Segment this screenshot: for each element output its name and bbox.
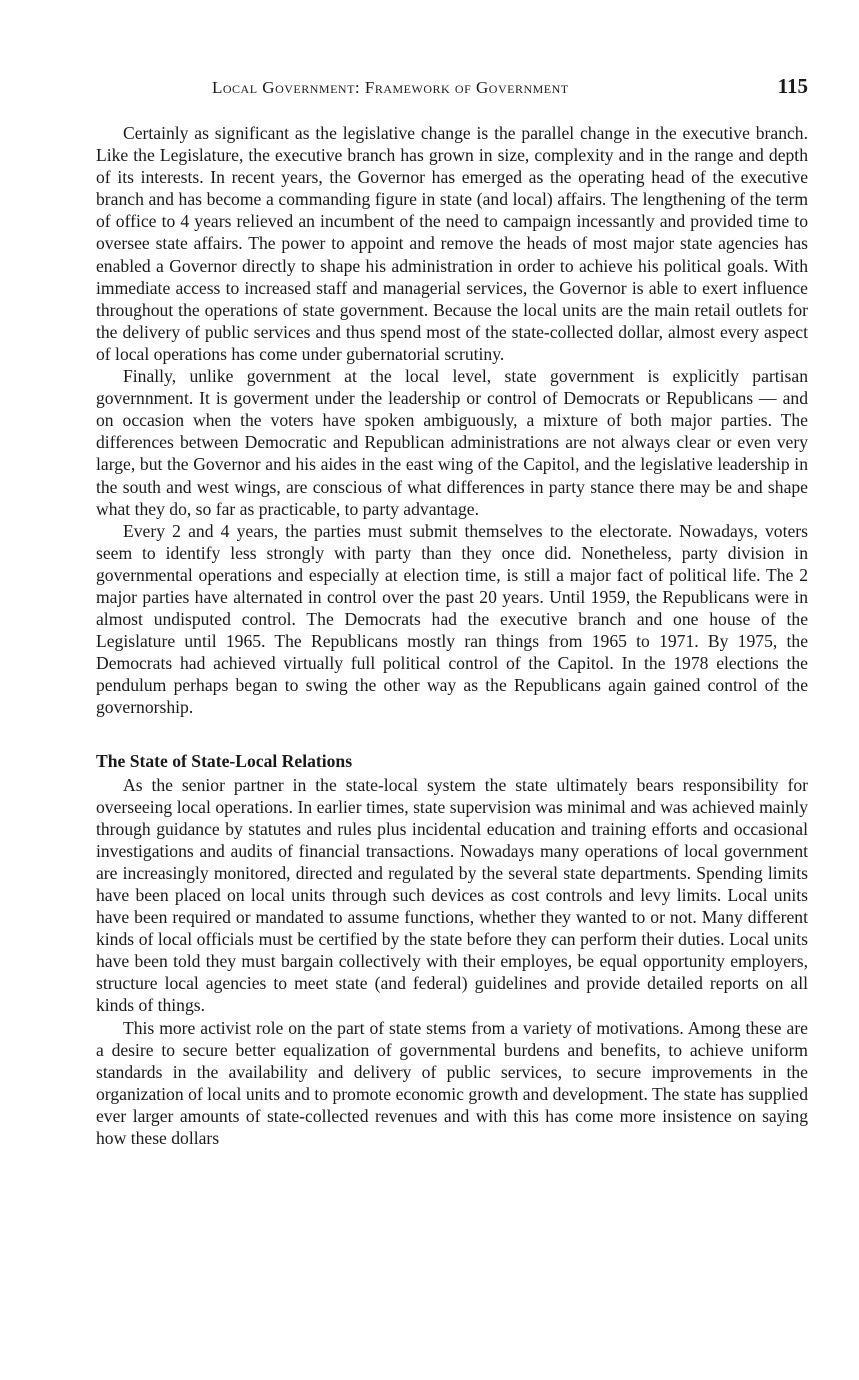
section-heading: The State of State-Local Relations — [96, 750, 353, 771]
paragraph-activist-role: This more activist role on the part of state stems from a variety of motivations. Among these are a desire to secure better equalization of governmental burdens and benefits, to achieve uniform standards in the availability and delivery of public services, to secure improvements in the organization of local units and to promote economic growth and development. The state has supplied ever larger amounts of state-collected revenues and with this has come more insistence on saying how these dollars — [96, 1017, 808, 1149]
running-header — [96, 72, 808, 106]
paragraph-executive-branch: Certainly as significant as the legislative change is the parallel change in the executive branch. Like the Legislature, the executive branch has grown in size, complexity and in the range and depth of its interests. In recent years, the Governor has emerged as the operating head of the executive branch and has become a commanding figure in state (and local) affairs. The lengthening of the term of office to 4 years relieved an incumbent of the need to campaign incessantly and provided time to oversee state affairs. The power to appoint and remove the heads of most major state agencies has enabled a Governor directly to shape his administration in order to achieve his political goals. With immediate access to increased staff and managerial services, the Governor is able to exert influence throughout the operations of state government. Because the local units are the main retail outlets for the delivery of public services and thus spend most of the state-collected dollar, almost every aspect of local operations has come under gubernatorial scrutiny. — [96, 123, 808, 364]
body-text — [96, 122, 808, 1149]
paragraph-partisan-government: Finally, unlike government at the local level, state government is explicitly partisan governnment. It is goverment under the leadership or control of Democrats or Republicans — and on occasion when the voters have spoken ambiguously, a mixture of both major parties. The differences between Democratic and Republican administrations are not always clear or even very large, but the Governor and his aides in the east wing of the Capitol, and the legislative leadership in the south and west wings, are conscious of what differences in party stance there may be and shape what they do, so far as practicable, to party advantage. — [96, 366, 808, 519]
paragraph-electorate: Every 2 and 4 years, the parties must submit themselves to the electorate. Nowadays, voters seem to identify less strongly with party than they once did. Nonetheless, party division in governmental operations and especially at election time, is still a major fact of political life. The 2 major parties have alternated in control over the past 20 years. Until 1959, the Republicans were in almost undisputed control. The Democrats had the executive branch and one house of the Legislature until 1965. The Republicans mostly ran things from 1965 to 1971. By 1975, the Democrats had achieved virtually full political control of the Capitol. In the 1978 elections the pendulum perhaps began to swing the other way as the Republicans again gained control of the governorship. — [96, 520, 808, 718]
document-page — [96, 72, 808, 1149]
paragraph-state-supervision: As the senior partner in the state-local system the state ultimately bears responsibility for overseeing local operations. In earlier times, state supervision was minimal and was achieved mainly through guidance by statutes and rules plus incidental education and training efforts and occasional investigations and audits of financial transactions. Nowadays many operations of local government are increasingly monitored, directed and regulated by the several state departments. Spending limits have been placed on local units through such devices as cost controls and levy limits. Local units have been required or mandated to assume functions, whether they wanted to or not. Many different kinds of local officials must be certified by the state before they can perform their duties. Local units have been told they must bargain collectively with their employes, be equal opportunity employers, structure local agencies to meet state (and federal) guidelines and provide detailed reports on all kinds of things. — [96, 774, 808, 1016]
running-title: Local Government: Framework of Government — [212, 78, 569, 97]
page-number: 115 — [777, 74, 808, 98]
